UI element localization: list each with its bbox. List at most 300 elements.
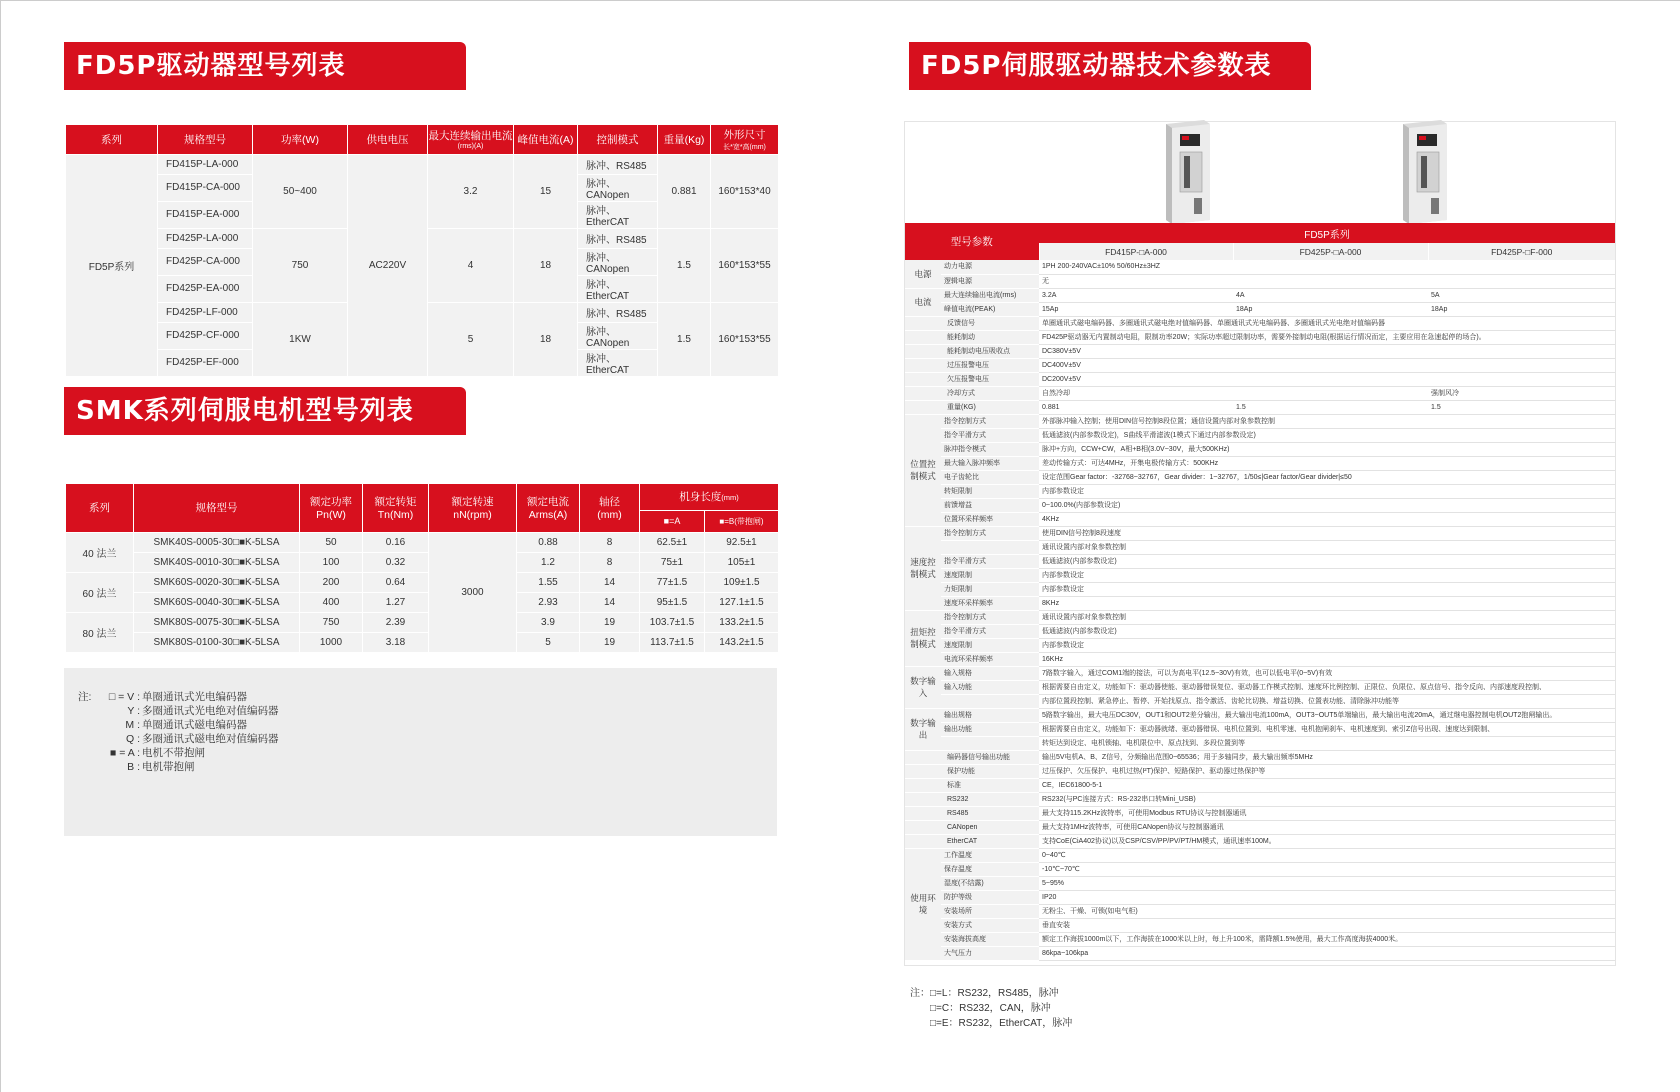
spec-name-cell: 安装场所 (941, 904, 1039, 918)
spec-value-cell: 内部参数设定 (1039, 484, 1615, 498)
smk-header-power-unit: Pn(W) (316, 509, 346, 522)
spec-name-cell: 指令平滑方式 (941, 624, 1039, 638)
spec-value-cell: 5A (1428, 288, 1615, 302)
spec-value-cell: 15Ap (1039, 302, 1233, 316)
spec-name-cell: 速度限制 (941, 568, 1039, 582)
fd5p-weight-cell: 0.881 (658, 154, 711, 228)
spec-row (905, 316, 1615, 330)
spec-value-cell: 5~95% (1039, 876, 1615, 890)
smk-header-shaft-label: 轴径 (599, 496, 620, 509)
smk-header-length-unit: (mm) (721, 493, 739, 503)
fd5p-peak-cell: 18 (514, 228, 578, 302)
spec-name-cell: 指令平滑方式 (941, 554, 1039, 568)
fd5p-size-cell: 160*153*40 (711, 154, 779, 228)
header-size-label: 外形尺寸 (723, 128, 766, 141)
header-power: 功率(W) (253, 125, 348, 154)
spec-value-cell: 通讯设置内部对象参数控制 (1039, 610, 1615, 624)
spec-row (905, 358, 1615, 372)
smk-note-row (78, 690, 777, 704)
header-size-unit: 长*宽*高(mm) (723, 143, 766, 151)
smk-length-b-cell: 127.1±1.5 (705, 592, 779, 612)
spec-name-cell: 脉冲指令模式 (941, 442, 1039, 456)
smk-row (66, 632, 779, 652)
smk-row (66, 552, 779, 572)
spec-name-cell: 保存温度 (941, 862, 1039, 876)
spec-name-cell: 能耗制动 (905, 330, 1039, 344)
fd5p-row (66, 154, 779, 174)
spec-note-prefix: 注： (910, 988, 930, 999)
spec-value-cell: 外部脉冲输入控制；使用DIN信号控制8段位置；通信设置内部对象参数控制 (1039, 414, 1615, 428)
spec-name-cell: 安装方式 (941, 918, 1039, 932)
smk-flange-cell: 40 法兰 (66, 532, 134, 572)
spec-value-cell: 脉冲+方向，CCW+CW，A相+B相(3.0V~30V，最大500KHz) (1039, 442, 1615, 456)
spec-row (905, 554, 1615, 568)
smk-notes (64, 668, 777, 836)
smk-note-key: Q : (125, 733, 140, 745)
spec-name-cell: CANopen (905, 820, 1039, 834)
spec-name-cell: RS485 (905, 806, 1039, 820)
spec-name-cell: 前馈增益 (941, 498, 1039, 512)
spec-category-cell: 使用环境 (905, 848, 941, 960)
spec-name-cell: 指令控制方式 (941, 414, 1039, 428)
smk-shaft-cell: 8 (580, 552, 640, 572)
spec-row (905, 428, 1615, 442)
spec-name-cell: 最大连续输出电流(rms) (941, 288, 1039, 302)
fd5p-current-cell: 4 (428, 228, 514, 302)
spec-value-cell: 内部参数设定 (1039, 638, 1615, 652)
spec-value-cell: 最大支持115.2KHz波特率，可使用Modbus RTU协议与控制器通讯 (1039, 806, 1615, 820)
spec-category-cell: 位置控制模式 (905, 414, 941, 526)
spec-value-cell: 强制风冷 (1428, 386, 1615, 400)
spec-row (905, 680, 1615, 694)
smk-note-row (78, 718, 777, 732)
spec-name-cell: 能耗制动电压吸收点 (905, 344, 1039, 358)
smk-note-prefix: 注: (78, 691, 92, 703)
fd5p-peak-cell: 15 (514, 154, 578, 228)
spec-category-cell: 电流 (905, 288, 941, 316)
spec-value-cell: 过压保护、欠压保护、电机过热(I²T)保护、短路保护、驱动器过热保护等 (1039, 764, 1615, 778)
smk-model-cell: SMK80S-0075-30□■K-5LSA (134, 612, 300, 632)
spec-value-cell: 通讯设置内部对象参数控制 (1039, 540, 1615, 554)
spec-row (905, 344, 1615, 358)
smk-header-torque-label: 额定转矩 (374, 496, 417, 509)
spec-name-cell: 位置环采样频率 (941, 512, 1039, 526)
smk-shaft-cell: 19 (580, 632, 640, 652)
smk-note-prefix (78, 718, 100, 732)
fd5p-mode-cell: 脉冲、RS485 (578, 228, 658, 248)
smk-length-b-cell: 92.5±1 (705, 532, 779, 552)
smk-header-length-label: 机身长度 (679, 491, 722, 504)
spec-name-cell: 指令平滑方式 (941, 428, 1039, 442)
smk-torque-cell: 2.39 (363, 612, 429, 632)
spec-name-cell (941, 736, 1039, 750)
smk-shaft-cell: 14 (580, 572, 640, 592)
spec-value-cell: 内部参数设定 (1039, 568, 1615, 582)
spec-value-cell: 1PH 200-240VAC±10% 50/60Hz±3HZ (1039, 260, 1615, 274)
spec-value-cell: 垂直安装 (1039, 918, 1615, 932)
spec-value-cell: 5路数字输出，最大电压DC30V，OUT1和OUT2差分输出，最大输出电流100mA，OUT3~OUT5单端输出，最大输出电流20mA，通过继电器控制电机OUT2抱闸输出。 (1039, 708, 1615, 722)
spec-value-cell: 低通滤波(内部参数设定)，S曲线平滑滤波(1模式下通过内部参数设定) (1039, 428, 1615, 442)
spec-value-cell: RS232(与PC连接方式：RS-232串口转Mini_USB) (1039, 792, 1615, 806)
spec-row (905, 750, 1615, 764)
smk-torque-cell: 3.18 (363, 632, 429, 652)
smk-note-text: 单圈通讯式磁电编码器 (142, 719, 247, 731)
spec-note-text: □=E：RS232，EtherCAT，脉冲 (930, 1018, 1073, 1029)
spec-series-header: FD5P系列 (1039, 223, 1615, 243)
spec-value-cell: 1.5 (1428, 400, 1615, 414)
spec-value-cell: 差动传输方式：可达4MHz，开集电极传输方式：500KHz (1039, 456, 1615, 470)
smk-length-b-cell: 133.2±1.5 (705, 612, 779, 632)
smk-length-b-cell: 105±1 (705, 552, 779, 572)
fd5p-peak-cell: 18 (514, 302, 578, 376)
smk-current-cell: 1.2 (517, 552, 580, 572)
spec-param-header: 型号参数 (905, 223, 1039, 260)
spec-row (905, 946, 1615, 960)
fd5p-weight-cell: 1.5 (658, 228, 711, 302)
smk-torque-cell: 0.64 (363, 572, 429, 592)
spec-name-cell: 大气压力 (941, 946, 1039, 960)
spec-value-cell: 最大支持1MHz波特率，可使用CANopen协议与控制器通讯 (1039, 820, 1615, 834)
fd5p-model-cell: FD415P-EA-000 (158, 201, 253, 228)
smk-length-a-cell: 62.5±1 (640, 532, 705, 552)
spec-category-cell: 扭矩控制模式 (905, 610, 941, 666)
spec-row (905, 596, 1615, 610)
spec-row (905, 470, 1615, 484)
smk-model-cell: SMK60S-0020-30□■K-5LSA (134, 572, 300, 592)
spec-value-cell: 无 (1039, 274, 1615, 288)
fd5p-mode-cell: 脉冲、CANopen (578, 248, 658, 275)
smk-shaft-cell: 8 (580, 532, 640, 552)
fd5p-model-cell: FD425P-CF-000 (158, 322, 253, 349)
spec-row (905, 820, 1615, 834)
spec-name-cell: 标准 (905, 778, 1039, 792)
spec-value-cell: 1.5 (1233, 400, 1428, 414)
spec-value-cell: 0~100.0%(内部参数设定) (1039, 498, 1615, 512)
spec-name-cell: 动力电源 (941, 260, 1039, 274)
spec-note-row (910, 1016, 1072, 1031)
spec-category-cell: 数字输出 (905, 708, 941, 750)
smk-length-a-cell: 95±1.5 (640, 592, 705, 612)
spec-row (905, 792, 1615, 806)
smk-note-prefix (78, 732, 100, 746)
smk-header-current (517, 484, 580, 532)
spec-value-cell: DC200V±5V (1039, 372, 1615, 386)
smk-length-a-cell: 77±1.5 (640, 572, 705, 592)
spec-row (905, 890, 1615, 904)
smk-note-text: 电机不带抱闸 (142, 747, 205, 759)
spec-value-cell: 0.881 (1039, 400, 1233, 414)
fd5p-model-cell: FD425P-EA-000 (158, 275, 253, 302)
fd5p-series-cell: FD5P系列 (66, 154, 158, 376)
spec-value-cell: 86kpa~106kpa (1039, 946, 1615, 960)
smk-header-power-label: 额定功率 (310, 496, 352, 509)
spec-name-cell: 指令控制方式 (941, 526, 1039, 540)
fd5p-weight-cell: 1.5 (658, 302, 711, 376)
spec-name-cell: 冷却方式 (905, 386, 1039, 400)
fd5p-mode-cell: 脉冲、CANopen (578, 174, 658, 201)
spec-value-cell: 设定范围Gear factor：-32768~32767，Gear divider：1~32767，1/50≤|Gear factor/Gear divider|≤50 (1039, 470, 1615, 484)
spec-name-cell: RS232 (905, 792, 1039, 806)
spec-note-text: □=C：RS232，CAN，脉冲 (930, 1003, 1051, 1014)
smk-models-title: SMK系列伺服电机型号列表 (64, 387, 466, 435)
spec-row (905, 372, 1615, 386)
spec-value-cell: CE，IEC61800-5-1 (1039, 778, 1615, 792)
spec-table (905, 223, 1615, 961)
smk-note-text: 多圈通讯式磁电绝对值编码器 (142, 733, 279, 745)
fd5p-power-cell: 750 (253, 228, 348, 302)
spec-row (905, 764, 1615, 778)
spec-category-cell: 速度控制模式 (905, 526, 941, 610)
spec-row (905, 862, 1615, 876)
smk-note-prefix (78, 704, 100, 718)
spec-row (905, 652, 1615, 666)
spec-row (905, 456, 1615, 470)
fd5p-models-title: FD5P驱动器型号列表 (64, 42, 466, 90)
smk-current-cell: 1.55 (517, 572, 580, 592)
spec-row (905, 722, 1615, 736)
spec-row (905, 806, 1615, 820)
fd5p-model-table (65, 125, 779, 377)
spec-model-3: FD425P-□F-000 (1428, 243, 1615, 260)
spec-name-cell: 反馈信号 (905, 316, 1039, 330)
smk-header-speed-unit: nN(rpm) (453, 509, 492, 522)
smk-header-length (640, 484, 779, 510)
fd5p-power-cell: 50~400 (253, 154, 348, 228)
spec-row (905, 904, 1615, 918)
spec-value-cell: IP20 (1039, 890, 1615, 904)
smk-current-cell: 3.9 (517, 612, 580, 632)
spec-row (905, 638, 1615, 652)
spec-name-cell: 力矩限制 (941, 582, 1039, 596)
spec-row (905, 666, 1615, 680)
spec-value-cell: 4A (1233, 288, 1428, 302)
smk-note-prefix (78, 746, 100, 760)
spec-row (905, 736, 1615, 750)
smk-note-prefix (78, 760, 100, 774)
spec-value-cell: 0~40℃ (1039, 848, 1615, 862)
spec-value-cell: DC380V±5V (1039, 344, 1615, 358)
spec-name-cell: 过压报警电压 (905, 358, 1039, 372)
spec-value-cell: -10℃~70℃ (1039, 862, 1615, 876)
smk-note-row (78, 760, 777, 774)
smk-note-row (78, 732, 777, 746)
spec-name-cell: 速度限制 (941, 638, 1039, 652)
smk-note-text: 电机带抱闸 (142, 761, 195, 773)
spec-name-cell: 重量(KG) (905, 400, 1039, 414)
header-peak: 峰值电流(A) (514, 125, 578, 154)
spec-name-cell: 指令控制方式 (941, 610, 1039, 624)
spec-name-cell: 输入功能 (941, 680, 1039, 694)
spec-name-cell: 输入规格 (941, 666, 1039, 680)
spec-name-cell: 湿度(不结露) (941, 876, 1039, 890)
spec-category-cell: 数字输入 (905, 666, 941, 708)
spec-note-row (910, 1001, 1072, 1016)
fd415p-drive-image (1160, 120, 1214, 224)
spec-value-cell: 使用DIN信号控制8段速度 (1039, 526, 1615, 540)
smk-torque-cell: 1.27 (363, 592, 429, 612)
header-current-label: 最大连续输出电流 (428, 130, 513, 143)
spec-name-cell: 保护功能 (905, 764, 1039, 778)
spec-value-cell: 16KHz (1039, 652, 1615, 666)
smk-torque-cell: 0.32 (363, 552, 429, 572)
smk-current-cell: 5 (517, 632, 580, 652)
spec-row (905, 274, 1615, 288)
smk-header-current-unit: Arms(A) (528, 509, 568, 522)
spec-row (905, 708, 1615, 722)
spec-row (905, 498, 1615, 512)
smk-length-a-cell: 75±1 (640, 552, 705, 572)
spec-row (905, 260, 1615, 274)
spec-name-cell: EtherCAT (905, 834, 1039, 848)
smk-model-cell: SMK40S-0010-30□■K-5LSA (134, 552, 300, 572)
fd425p-drive-image (1397, 120, 1451, 224)
smk-power-cell: 200 (300, 572, 363, 592)
spec-value-cell: 8KHz (1039, 596, 1615, 610)
spec-value-cell: 7路数字输入，通过COM1端的接法，可以为高电平(12.5~30V)有效，也可以低电平(0~5V)有效 (1039, 666, 1615, 680)
smk-power-cell: 50 (300, 532, 363, 552)
spec-value-cell: 单圈通讯式磁电编码器、多圈通讯式磁电绝对值编码器、单圈通讯式光电编码器、多圈通讯式光电绝对值编码器 (1039, 316, 1615, 330)
spec-row (905, 568, 1615, 582)
fd5p-model-cell: FD425P-CA-000 (158, 248, 253, 275)
smk-header-power (300, 484, 363, 532)
header-mode: 控制模式 (578, 125, 658, 154)
smk-row (66, 592, 779, 612)
smk-header-torque (363, 484, 429, 532)
smk-length-b-cell: 109±1.5 (705, 572, 779, 592)
spec-note-row (910, 986, 1072, 1001)
fd5p-specs-title: FD5P伺服驱动器技术参数表 (909, 42, 1311, 90)
smk-header-model: 规格型号 (134, 484, 300, 532)
spec-note-text: □=L：RS232，RS485，脉冲 (930, 988, 1059, 999)
spec-value-cell: 输出5V电机A、B、Z信号，分频输出范围0~65536；用于多轴同步，最大输出频率5MHz (1039, 750, 1615, 764)
spec-name-cell: 电流环采样频率 (941, 652, 1039, 666)
smk-shaft-cell: 14 (580, 592, 640, 612)
spec-name-cell: 最大输入脉冲频率 (941, 456, 1039, 470)
fd5p-voltage-cell: AC220V (348, 154, 428, 376)
smk-power-cell: 750 (300, 612, 363, 632)
spec-model-2: FD425P-□A-000 (1233, 243, 1428, 260)
spec-name-cell: 逻辑电源 (941, 274, 1039, 288)
spec-value-cell: 低通滤波(内部参数设定) (1039, 554, 1615, 568)
smk-length-b-cell: 143.2±1.5 (705, 632, 779, 652)
fd5p-mode-cell: 脉冲、RS485 (578, 154, 658, 174)
spec-row (905, 624, 1615, 638)
smk-power-cell: 1000 (300, 632, 363, 652)
smk-note-row (78, 704, 777, 718)
smk-header-length-b: ■=B(带抱闸) (705, 510, 779, 532)
spec-name-cell: 安装海拔高度 (941, 932, 1039, 946)
spec-value-cell: 根据需要自由定义，功能如下：驱动器使能、驱动器错误复位、驱动器工作模式控制、速度环比例控制、正限位、负限位、原点信号、指令反向、内部速度段控制、 (1039, 680, 1615, 694)
spec-row (905, 386, 1615, 400)
spec-name-cell: 输出功能 (941, 722, 1039, 736)
smk-flange-cell: 80 法兰 (66, 612, 134, 652)
fd5p-current-cell: 3.2 (428, 154, 514, 228)
spec-name-cell: 编码器信号输出功能 (905, 750, 1039, 764)
header-model: 规格型号 (158, 125, 253, 154)
fd5p-mode-cell: 脉冲、EtherCAT (578, 201, 658, 228)
spec-value-cell: 无粉尘、干燥、可锁(如电气柜) (1039, 904, 1615, 918)
fd5p-mode-cell: 脉冲、EtherCAT (578, 275, 658, 302)
smk-torque-cell: 0.16 (363, 532, 429, 552)
spec-value-cell: 自然冷却 (1039, 386, 1233, 400)
spec-name-cell (941, 540, 1039, 554)
fd5p-current-cell: 5 (428, 302, 514, 376)
fd5p-mode-cell: 脉冲、RS485 (578, 302, 658, 322)
fd5p-model-cell: FD415P-LA-000 (158, 154, 253, 174)
header-weight: 重量(Kg) (658, 125, 711, 154)
smk-note-key: M : (125, 719, 140, 731)
smk-note-text: 多圈通讯式光电绝对值编码器 (142, 705, 279, 717)
spec-value-cell: 转矩达到设定、电机锁轴、电机限位中、原点找到、多段位置到等 (1039, 736, 1615, 750)
spec-name-cell: 输出规格 (941, 708, 1039, 722)
smk-length-a-cell: 103.7±1.5 (640, 612, 705, 632)
fd5p-mode-cell: 脉冲、CANopen (578, 322, 658, 349)
smk-current-cell: 2.93 (517, 592, 580, 612)
spec-row (905, 610, 1615, 624)
fd5p-model-cell: FD425P-EF-000 (158, 349, 253, 376)
smk-header-speed-label: 额定转速 (451, 496, 494, 509)
spec-name-cell (941, 694, 1039, 708)
smk-row (66, 612, 779, 632)
spec-value-cell: 18Ap (1428, 302, 1615, 316)
spec-value-cell: 内部位置段控制、紧急停止、暂停、开始找原点、指令激活、齿轮比切换、增益切换、位置表功能、清除脉冲功能等 (1039, 694, 1615, 708)
header-current-unit: (rms)(A) (457, 143, 484, 151)
spec-row (905, 414, 1615, 428)
fd5p-size-cell: 160*153*55 (711, 228, 779, 302)
smk-flange-cell: 60 法兰 (66, 572, 134, 612)
smk-note-key: B : (127, 761, 140, 773)
spec-value-cell: 18Ap (1233, 302, 1428, 316)
spec-model-1: FD415P-□A-000 (1039, 243, 1233, 260)
header-size (711, 125, 779, 154)
spec-notes (910, 986, 1072, 1031)
smk-header-shaft-unit: (mm) (597, 509, 622, 522)
smk-model-cell: SMK60S-0040-30□■K-5LSA (134, 592, 300, 612)
spec-value-cell: 额定工作海拔1000m以下，工作海拔在1000米以上时，每上升100米，需降额1.5%使用，最大工作高度海拔4000米。 (1039, 932, 1615, 946)
spec-value-cell (1233, 386, 1428, 400)
smk-model-cell: SMK80S-0100-30□■K-5LSA (134, 632, 300, 652)
spec-name-cell: 速度环采样频率 (941, 596, 1039, 610)
spec-row (905, 526, 1615, 540)
spec-row (905, 582, 1615, 596)
spec-name-cell: 峰值电流(PEAK) (941, 302, 1039, 316)
spec-row (905, 834, 1615, 848)
spec-row (905, 918, 1615, 932)
smk-length-a-cell: 113.7±1.5 (640, 632, 705, 652)
header-series: 系列 (66, 125, 158, 154)
fd5p-size-cell: 160*153*55 (711, 302, 779, 376)
smk-note-key: □ = V : (108, 691, 140, 703)
spec-value-cell: 根据需要自由定义，功能如下：驱动器就绪、驱动器错误、电机位置到、电机零速、电机抱闸刹车、电机速度到、索引Z信号出现、速度达到限制、 (1039, 722, 1615, 736)
spec-row (905, 932, 1615, 946)
spec-name-cell: 欠压报警电压 (905, 372, 1039, 386)
smk-note-key: Y : (127, 705, 140, 717)
spec-name-cell: 电子齿轮比 (941, 470, 1039, 484)
spec-row (905, 302, 1615, 316)
smk-row (66, 572, 779, 592)
spec-row (905, 400, 1615, 414)
fd5p-model-cell: FD415P-CA-000 (158, 174, 253, 201)
spec-row (905, 876, 1615, 890)
spec-row (905, 694, 1615, 708)
smk-current-cell: 0.88 (517, 532, 580, 552)
smk-note-row (78, 746, 777, 760)
header-current (428, 125, 514, 154)
spec-row (905, 512, 1615, 526)
spec-row (905, 330, 1615, 344)
fd5p-model-cell: FD425P-LF-000 (158, 302, 253, 322)
spec-name-cell: 防护等级 (941, 890, 1039, 904)
